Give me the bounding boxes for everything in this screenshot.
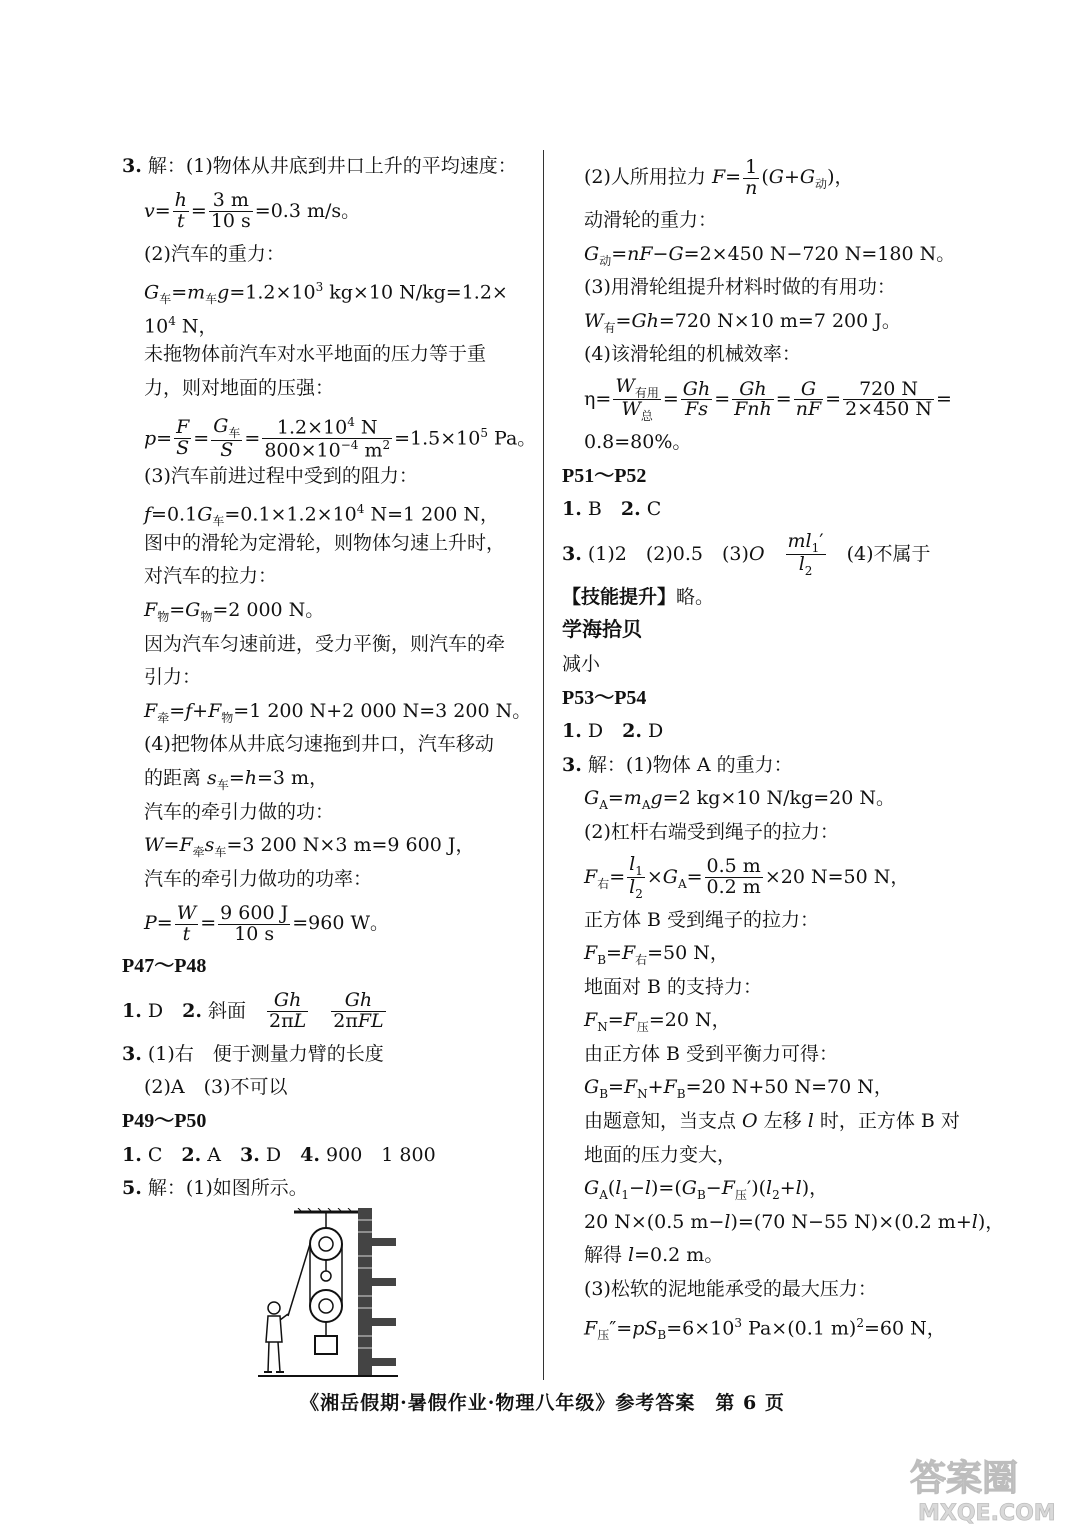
answer-line: $F_N=F_压=20$ N，: [584, 1009, 731, 1035]
svg-text:MXQE.COM: MXQE.COM: [918, 1501, 1056, 1526]
answer-line: (3)汽车前进过程中受到的阻力：: [144, 464, 418, 487]
answer-line: 未拖物体前汽车对水平地面的压力等于重: [144, 343, 487, 366]
answer-line: (4)把物体从井底匀速拖到井口，汽车移动: [144, 733, 494, 756]
answer-line: 3. (1)右 便于测量力臂的长度: [122, 1042, 384, 1065]
answer-line: 1. B 2. C: [562, 498, 662, 521]
answer-line: 3. 解：(1)物体 A 的重力：: [562, 753, 793, 776]
answer-line: 5. 解：(1)如图所示。: [122, 1177, 308, 1200]
answer-line: $G_B=F_N+F_B=20$ N+50 N=70 N，: [584, 1076, 893, 1102]
answer-line: $W=F_牵s_车=3$ 200 N×3 m=9 600 J，: [144, 834, 475, 859]
answer-line: $F_牵=f+F_物=1$ 200 N+2 000 N=3 200 N。: [144, 699, 532, 725]
section-heading: P47～P48: [122, 955, 207, 978]
answer-line: 汽车的牵引力做的功：: [144, 800, 335, 823]
formula-line: P= $\frac{W}{t}$ = $\frac{9 600 J}{10 s}$ =960 W。: [144, 901, 389, 945]
answer-line: $G_A(l_1-l)=(G_B-F_压')(l_2+l)$，: [584, 1177, 829, 1203]
answer-line: 1. D 2. D: [562, 720, 664, 743]
answer-line: 【技能提升】略。: [562, 585, 715, 608]
answer-line: $W_有=Gh=720$ N×10 m=7 200 J。: [584, 309, 901, 335]
answer-line: 由正方体 B 受到平衡力可得：: [584, 1042, 839, 1065]
watermark-logo: [900, 1448, 1070, 1528]
answer-line: 因为汽车匀速前进，受力平衡，则汽车的牵: [144, 632, 506, 655]
answer-line: 引力：: [144, 666, 202, 689]
answer-line: 的距离 $s_车=h=3$ m，: [144, 766, 329, 792]
section-heading: P51～P52: [562, 464, 647, 487]
formula-line: 3. (1)2 (2)0.5 (3)O $\frac{ml_1'}{l_2}$ (4)不属于: [562, 529, 931, 579]
answer-line: (4)该滑轮组的机械效率：: [584, 343, 801, 366]
section-heading: P49～P50: [122, 1110, 207, 1133]
svg-text:答案圈: 答案圈: [910, 1458, 1019, 1499]
pulley-figure: [258, 1208, 398, 1378]
answer-line: 汽车的牵引力做功的功率：: [144, 867, 373, 890]
answer-line: $F_压''=pS_B=6\times 10^3$ Pa×(0.1 m)$^2$=60 N，: [584, 1315, 946, 1342]
formula-line: v= $\frac{h}{t}$ = $\frac{3 m}{10 s}$ =0.3 m/s。: [144, 189, 361, 233]
formula-line: (2)人所用拉力 F= $\frac{1}{n}$ $(G+G_动)$，: [584, 155, 854, 199]
answer-line: 对汽车的拉力：: [144, 565, 278, 588]
answer-line: (2)汽车的重力：: [144, 242, 285, 265]
answer-line: 力，则对地面的压强：: [144, 376, 335, 399]
answer-line: $10^4$ N，: [144, 313, 218, 338]
answer-line: (2)杠杆右端受到绳子的拉力：: [584, 820, 839, 843]
answer-line: 正方体 B 受到绳子的拉力：: [584, 908, 820, 931]
answer-line: 由题意知，当支点 O 左移 l 时，正方体 B 对: [584, 1110, 960, 1133]
answer-line: 0.8=80%。: [584, 430, 692, 453]
page-footer: 《湘岳假期·暑假作业·物理八年级》参考答案 第 6 页: [300, 1392, 785, 1414]
answer-line: 减小: [562, 652, 601, 675]
answer-line: 1. C 2. A 3. D 4. 900 1 800: [122, 1143, 436, 1166]
right-column: [562, 150, 1005, 1342]
column-divider: [543, 150, 544, 1380]
answer-line: (3)松软的泥地能承受的最大压力：: [584, 1278, 877, 1301]
answer-line: $G_车=m_车g=1.2\times 10^3$ kg×10 N/kg=1.2×: [144, 280, 508, 307]
answer-line: $F_物=G_物=2$ 000 N。: [144, 598, 325, 624]
answer-line: (3)用滑轮组提升材料时做的有用功：: [584, 276, 896, 299]
answer-line: $G_动=nF-G=2\times 450$ N−720 N=180 N。: [584, 242, 956, 268]
answer-line: 地面的压力变大，: [584, 1143, 737, 1166]
answer-line: 解得 l=0.2 m。: [584, 1244, 724, 1267]
left-column: [122, 150, 537, 1206]
section-heading: 学海拾贝: [562, 619, 642, 642]
answer-line: $F_B=F_右=50$ N，: [584, 942, 729, 967]
answer-line: (2)A (3)不可以: [144, 1076, 288, 1099]
answer-line: 3. 解：(1)物体从井底到井口上升的平均速度：: [122, 155, 517, 177]
formula-line: $F_右=$ $\frac{l_1}{l_2}$ $\times G_A=$ $\frac{0.5 m}{0.2 m}$ ×20 N=50 N，: [584, 852, 910, 901]
formula-line: η= $\frac{W_{有用}}{W_总}$ = $\frac{Gh}{Fs}$ = $\frac{Gh}{\text{Fnh}}$ = $\frac{G}{nF}$ = $\frac{720 N}{2\times 450 N}$ =: [584, 375, 952, 424]
formula-line: 1. D 2. 斜面 $\frac{Gh}{2\pi L}$ $\frac{Gh}{\text{2πFL}}$: [122, 989, 384, 1033]
answer-line: $f=0.1G_车=0.1\times 1.2\times 10^4$ N=1 200 N，: [144, 502, 500, 529]
answer-line: 图中的滑轮为定滑轮，则物体匀速上升时，: [144, 531, 506, 554]
answer-line: 地面对 B 的支持力：: [584, 975, 763, 998]
answer-line: $G_A=m_Ag=2$ kg×10 N/kg=20 N。: [584, 787, 895, 813]
answer-line: 20 N×(0.5 m−l)=(70 N−55 N)×(0.2 m+l)，: [584, 1210, 1005, 1233]
answer-line: 动滑轮的重力：: [584, 209, 718, 231]
section-heading: P53～P54: [562, 686, 647, 709]
formula-line: p= $\frac{F}{S}$ = $\frac{G_车}{S}$ = $\frac{1.2\times 10^4 N}{800\times 10^{-4} m^2}$ $=1.5\times 10^5$ Pa。: [144, 415, 537, 462]
